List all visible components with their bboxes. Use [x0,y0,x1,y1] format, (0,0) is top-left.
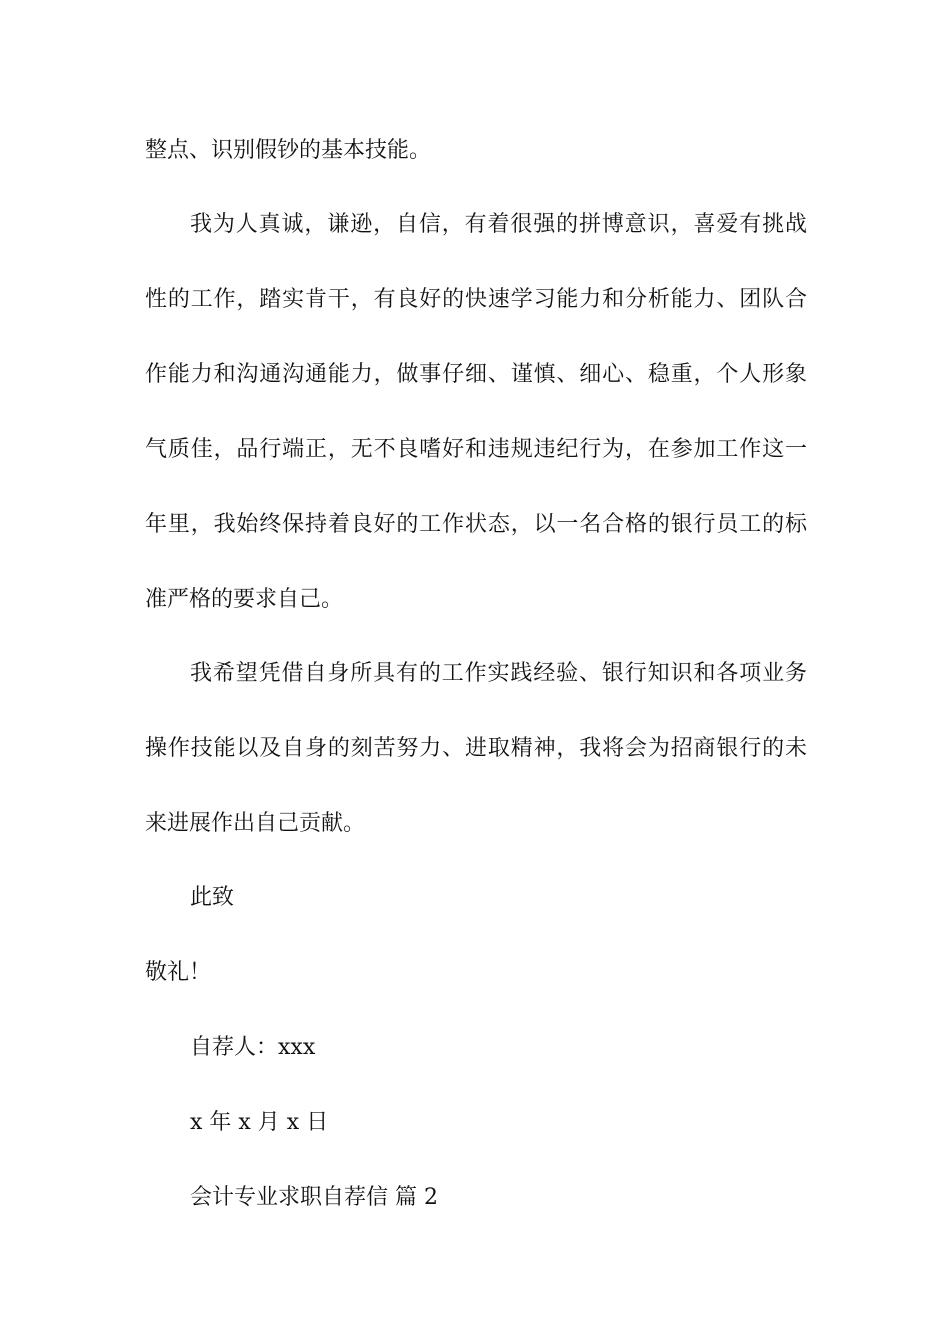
paragraph-line: 年里，我始终保持着良好的工作状态，以一名合格的银行员工的标 [145,512,807,537]
paragraph-line: 性的工作，踏实肯干，有良好的快速学习能力和分析能力、团队合 [145,287,807,312]
paragraph-line-continuation: 整点、识别假钞的基本技能。 [145,138,432,163]
date-line: x 年 x 月 x 日 [190,1110,329,1135]
paragraph-line: 作能力和沟通沟通能力，做事仔细、谨慎、细心、稳重，个人形象 [145,362,807,387]
paragraph-line: 来进展作出自己贡献。 [145,811,366,836]
paragraph-line: 准严格的要求自己。 [145,587,344,612]
section-heading: 会计专业求职自荐信 篇 2 [190,1185,438,1210]
signature-line: 自荐人：xxx [190,1035,316,1060]
closing-regards: 敬礼！ [145,960,212,985]
paragraph-line: 气质佳，品行端正，无不良嗜好和违规违纪行为，在参加工作这一 [145,437,807,462]
paragraph-line: 我为人真诚，谦逊，自信，有着很强的拼博意识，喜爱有挑战 [190,212,807,237]
paragraph-line: 操作技能以及自身的刻苦努力、进取精神，我将会为招商银行的未 [145,736,807,761]
paragraph-line: 我希望凭借自身所具有的工作实践经验、银行知识和各项业务 [190,661,807,686]
closing-salutation: 此致 [190,885,235,910]
